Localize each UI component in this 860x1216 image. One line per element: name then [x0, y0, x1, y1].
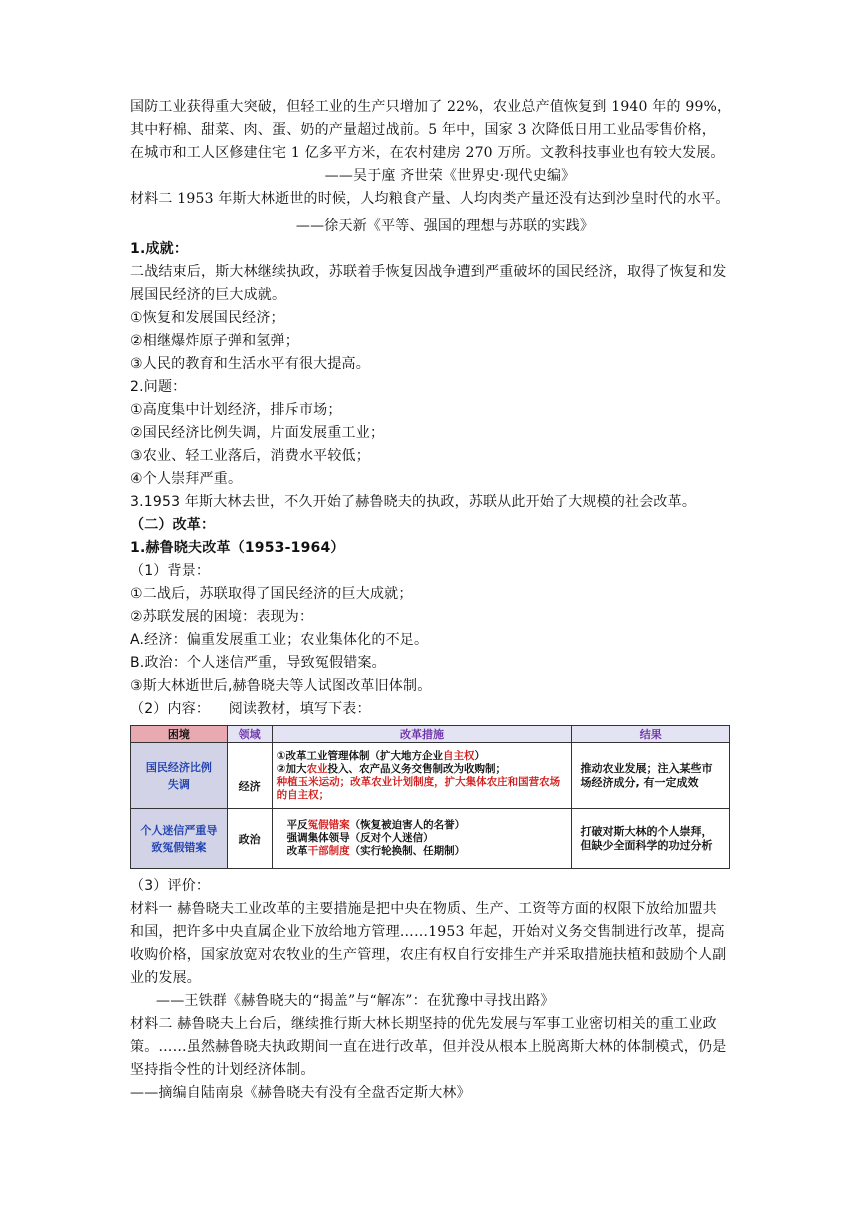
- background-item: B.政治：个人迷信严重，导致冤假错案。: [130, 655, 386, 671]
- table-header: 改革措施: [272, 726, 572, 743]
- measure-text: 强调集体领导（反对个人迷信）: [286, 832, 434, 844]
- dilemma-cell: 国民经济比例失调: [131, 743, 228, 809]
- dilemma-cell: 个人迷信严重导致冤假错案: [131, 809, 228, 869]
- achievement-item: ③人民的教育和生活水平有很大提高。: [130, 356, 370, 372]
- measure-highlight: 冤假错案: [307, 819, 350, 831]
- problem-item: ④个人崇拜严重。: [130, 471, 243, 487]
- measure-text: 改革: [286, 845, 308, 857]
- measure-highlight: 干部制度: [307, 845, 350, 857]
- achievements-intro: 二战结束后，斯大林继续执政，苏联着手恢复因战争遭到严重破坏的国民经济，取得了恢复和发展国民经济的巨大成就。: [130, 264, 727, 303]
- background-item: A.经济：偏重发展重工业；农业集体化的不足。: [130, 632, 429, 648]
- reform-heading: （二）改革：: [130, 517, 216, 533]
- measure-highlight: 自主权: [442, 749, 475, 762]
- document-page: [130, 96, 730, 1105]
- material1-line: 在城市和工人区修建住宅 1 亿多平方米，在农村建房 270 万所。文教科技事业也有较大发展。: [130, 145, 725, 161]
- material1-source: ——吴于廑 齐世荣《世界史·现代史编》: [324, 168, 576, 184]
- field-cell: 经济: [227, 743, 272, 809]
- material2-source: ——徐天新《平等、强国的理想与苏联的实践》: [295, 218, 595, 234]
- background-heading: （1）背景：: [130, 563, 211, 579]
- measure-text: ②加大: [276, 762, 307, 775]
- table-row: [131, 743, 730, 809]
- material2-text: 材料二 1953 年斯大林逝世的时候，人均粮食产量、人均肉类产量还没有达到沙皇时代的水平。: [130, 191, 730, 207]
- achievements-heading: 1.成就：: [130, 241, 189, 257]
- evaluation-material2-source: ——摘编自陆南泉《赫鲁晓夫有没有全盘否定斯大林》: [130, 1085, 471, 1101]
- measure-text: 平反: [286, 819, 308, 831]
- material1-line: 国防工业获得重大突破，但轻工业的生产只增加了 22%，农业总产值恢复到 1940 年的 99%，: [130, 99, 732, 115]
- problem-item: ②国民经济比例失调，片面发展重工业；: [130, 425, 385, 441]
- measure-highlight: 农业: [306, 762, 328, 775]
- evaluation-material2: 材料二 赫鲁晓夫上台后，继续推行斯大林长期坚持的优先发展与军事工业密切相关的重工业政策。……虽然赫鲁晓夫执政期间一直在进行改革，但并没从根本上脱离斯大林的体制模式，仍是坚持指令性的计划经济体制。: [130, 1016, 727, 1078]
- measure-text: （恢复被迫害人的名誉）: [349, 819, 466, 831]
- table-row: [131, 809, 730, 869]
- evaluation-material1-source: ——王铁群《赫鲁晓夫的“揭盖”与“解冻”：在犹豫中寻找出路》: [156, 993, 555, 1009]
- content-heading: （2）内容： 阅读教材，填写下表：: [130, 701, 371, 717]
- result-cell: 推动农业发展；注入某些市场经济成分, 有一定成效: [572, 743, 730, 809]
- point-3: 3.1953 年斯大林去世，不久开始了赫鲁晓夫的执政，苏联从此开始了大规模的社会改革。: [130, 494, 697, 510]
- measures-cell: [272, 809, 572, 869]
- khrushchev-heading: 1.赫鲁晓夫改革（1953-1964）: [130, 540, 345, 556]
- field-cell: 政治: [227, 809, 272, 869]
- achievement-item: ①恢复和发展国民经济；: [130, 310, 285, 326]
- material1-line: 其中籽棉、甜菜、肉、蛋、奶的产量超过战前。5 年中，国家 3 次降低日用工业品零售价格，: [130, 122, 716, 138]
- table-header: 困境: [131, 726, 228, 743]
- table-header: 领域: [227, 726, 272, 743]
- measure-text: 投入、农产品义务交售制改为收购制；: [327, 762, 506, 775]
- measures-cell: [272, 743, 572, 809]
- measure-text: ）: [474, 749, 485, 762]
- table-header-row: [131, 726, 730, 743]
- evaluation-material1: 材料一 赫鲁晓夫工业改革的主要措施是把中央在物质、生产、工资等方面的权限下放给加盟共和国，把许多中央直属企业下放给地方管理……1953 年起，开始对义务交售制进行改革，提高收购价格，国家放宽对农牧业的生产管理，农庄有权自行安排生产并采取措施扶植和鼓励个人副业的发展。: [130, 901, 727, 986]
- measure-text: ①改革工业管理体制（扩大地方企业: [276, 749, 443, 762]
- background-item: ③斯大林逝世后,赫鲁晓夫等人试图改革旧体制。: [130, 678, 432, 694]
- result-cell: 打破对斯大林的个人崇拜，但缺少全面科学的功过分析: [572, 809, 730, 869]
- reform-table: [130, 725, 730, 869]
- table-header: 结果: [572, 726, 730, 743]
- problems-heading: 2.问题：: [130, 379, 187, 395]
- measure-highlight: 种植玉米运动；改革农业计划制度，扩大集体农庄和国营农场的自主权；: [276, 775, 561, 801]
- problem-item: ③农业、轻工业落后，消费水平较低；: [130, 448, 370, 464]
- background-item: ②苏联发展的困境：表现为：: [130, 609, 314, 625]
- background-item: ①二战后，苏联取得了国民经济的巨大成就；: [130, 586, 413, 602]
- measure-text: （实行轮换制、任期制）: [349, 845, 466, 857]
- evaluation-heading: （3）评价：: [130, 878, 211, 894]
- problem-item: ①高度集中计划经济，排斥市场；: [130, 402, 342, 418]
- achievement-item: ②相继爆炸原子弹和氢弹；: [130, 333, 299, 349]
